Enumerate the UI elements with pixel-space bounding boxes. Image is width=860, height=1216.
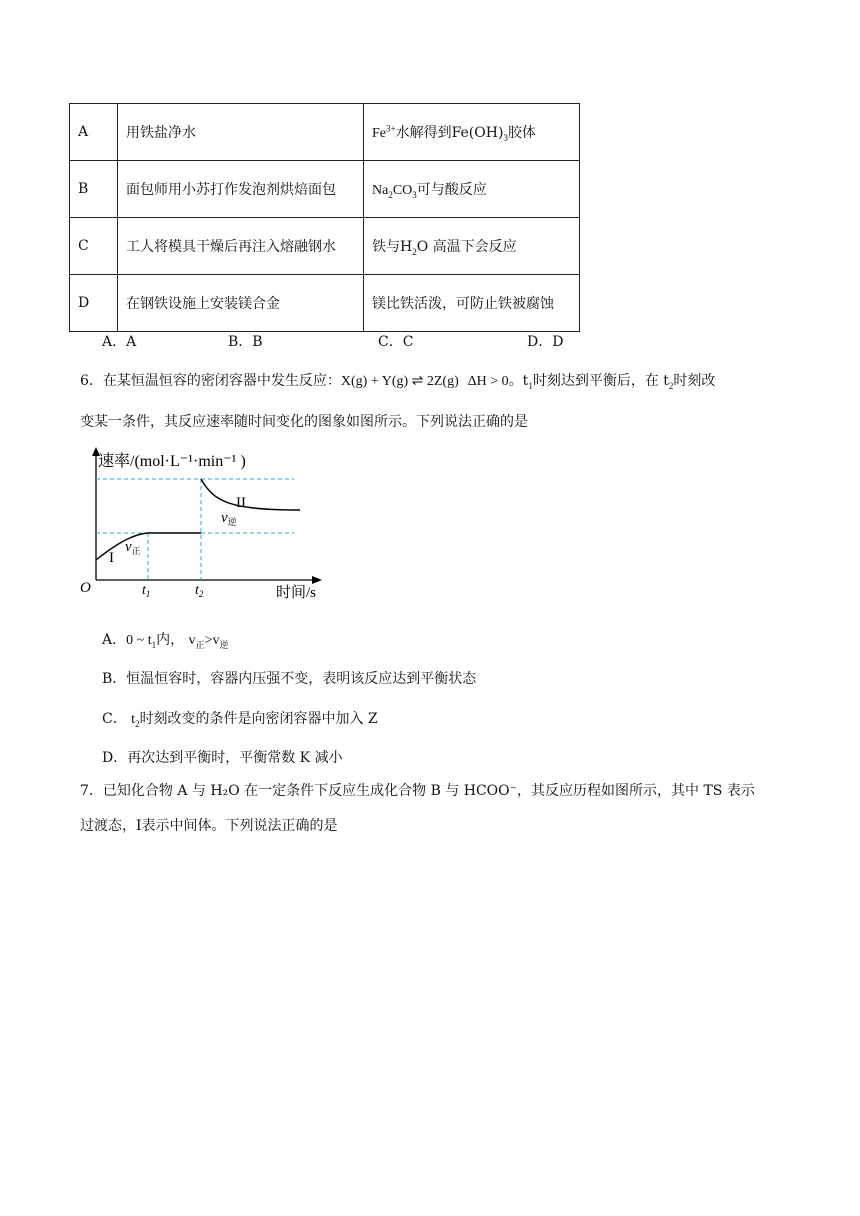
row-label: C: [70, 218, 118, 275]
question6-stem-line1: 6．在某恒温恒容的密闭容器中发生反应：X(g) + Y(g) ⇌ 2Z(g) ΔH > 0。$t_1$时刻达到平衡后，在 $t_2$时刻改: [80, 373, 716, 391]
table-row: [70, 161, 580, 218]
rate-time-graph: [78, 444, 340, 604]
t1-label: $t_1$: [142, 583, 151, 599]
curve-I-label: I: [109, 550, 114, 566]
row-practice: 在钢铁设施上安装镁合金: [118, 275, 364, 332]
question5-table: [69, 103, 580, 332]
t2-label: $t_2$: [195, 583, 204, 599]
question7-stem-line1: 7．已知化合物 A 与 H₂O 在一定条件下反应生成化合物 B 与 HCOO⁻，其反应历程如图所示，其中 TS 表示: [80, 783, 755, 799]
row-reason: 镁比铁活泼，可防止铁被腐蚀: [364, 275, 580, 332]
question7-stem-line2: 过渡态，Ⅰ表示中间体。下列说法正确的是: [80, 818, 338, 834]
row-reason: 铁与$H_2O$ 高温下会反应: [364, 218, 580, 275]
curve-reverse: [201, 479, 300, 510]
origin-label: O: [80, 580, 91, 596]
option-a[interactable]: A．A: [102, 334, 137, 350]
x-axis-label: 时间/s: [276, 585, 317, 601]
q6-option-a[interactable]: A．0 ~ $t_1$内， $v_正>v_逆$: [102, 632, 229, 651]
option-b[interactable]: B．B: [228, 334, 263, 350]
q6-option-b[interactable]: B．恒温恒容时，容器内压强不变，表明该反应达到平衡状态: [102, 671, 477, 687]
row-label: B: [70, 161, 118, 218]
row-reason: $Na_2CO_3$可与酸反应: [364, 161, 580, 218]
option-c[interactable]: C．C: [378, 334, 414, 350]
question6-stem-line2: 变某一条件，其反应速率随时间变化的图象如图所示。下列说法正确的是: [80, 414, 528, 430]
table-row: [70, 275, 580, 332]
x-axis-arrow: [312, 576, 322, 584]
q6-option-d[interactable]: D．再次达到平衡时，平衡常数 K 减小: [102, 750, 343, 766]
row-practice: 用铁盐净水: [118, 104, 364, 161]
q6-option-c[interactable]: C． $t_2$时刻改变的条件是向密闭容器中加入 Z: [102, 711, 378, 729]
row-label: D: [70, 275, 118, 332]
row-practice: 工人将模具干燥后再注入熔融钢水: [118, 218, 364, 275]
y-axis-label: 速率/(mol·L⁻¹·min⁻¹ ): [98, 453, 246, 470]
row-label: A: [70, 104, 118, 161]
row-reason: $Fe^{3+}$水解得到$Fe(OH)_3$胶体: [364, 104, 580, 161]
v-forward-label: $v_正$: [125, 539, 141, 556]
row-practice: 面包师用小苏打作发泡剂烘焙面包: [118, 161, 364, 218]
table-row: [70, 104, 580, 161]
option-d[interactable]: D．D: [527, 334, 564, 350]
curve-II-label: II: [236, 495, 246, 511]
v-reverse-label: $v_逆$: [221, 510, 237, 527]
table-row: [70, 218, 580, 275]
